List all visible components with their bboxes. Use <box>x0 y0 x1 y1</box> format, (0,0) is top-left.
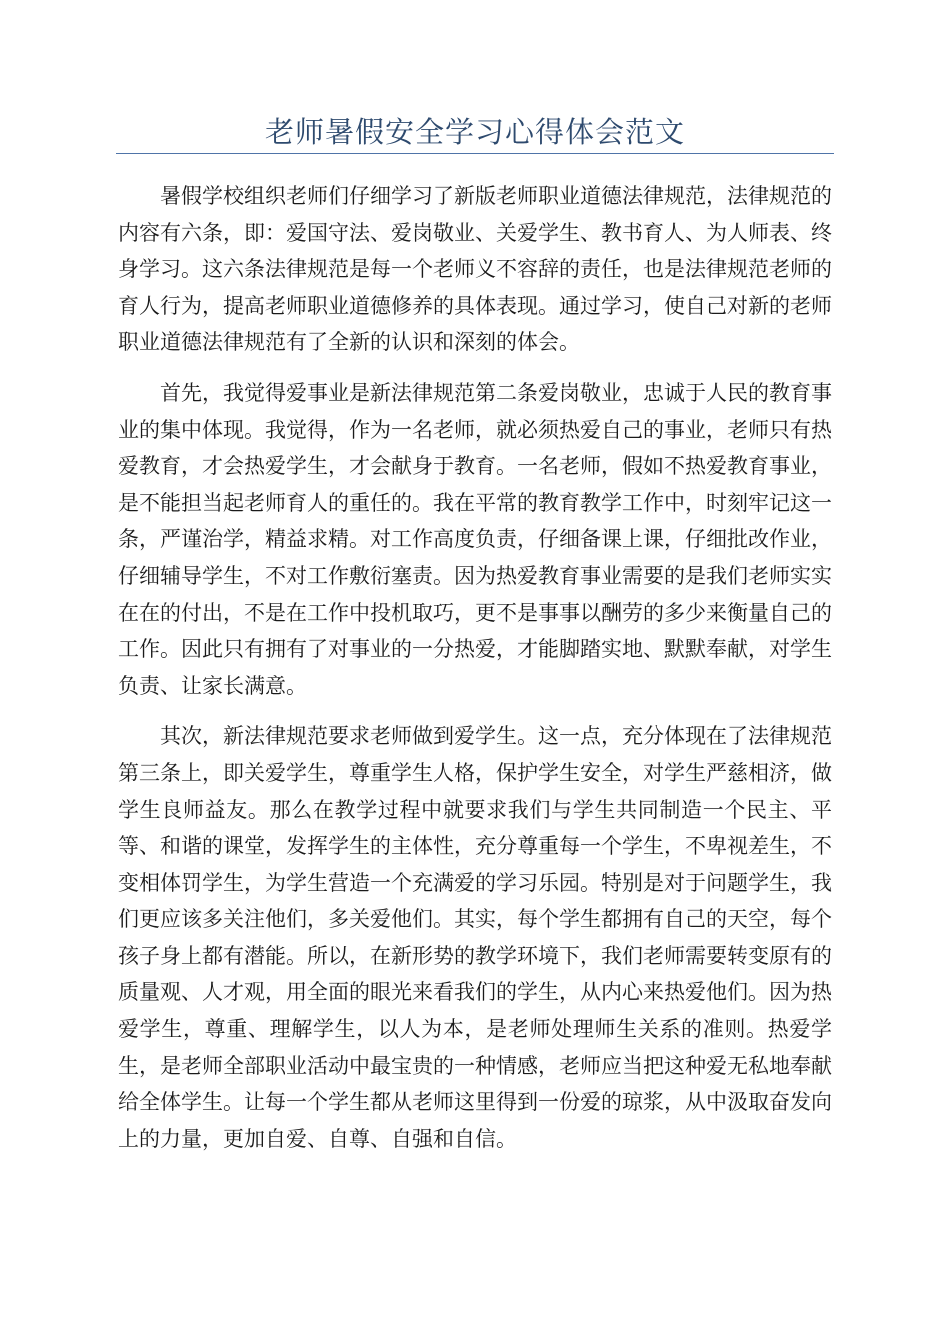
paragraph-3: 其次，新法律规范要求老师做到爱学生。这一点，充分体现在了法律规范第三条上，即关爱学生，尊重学生人格，保护学生安全，对学生严慈相济，做学生良师益友。那么在教学过程中就要求我们与学生共同制造一个民主、平等、和谐的课堂，发挥学生的主体性，充分尊重每一个学生，不卑视差生，不变相体罚学生，为学生营造一个充满爱的学习乐园。特别是对于问题学生，我们更应该多关注他们，多关爱他们。其实，每个学生都拥有自己的天空，每个孩子身上都有潜能。所以，在新形势的教学环境下，我们老师需要转变原有的质量观、人才观，用全面的眼光来看我们的学生，从内心来热爱他们。因为热爱学生，尊重、理解学生，以人为本，是老师处理师生关系的准则。热爱学生，是老师全部职业活动中最宝贵的一种情感，老师应当把这种爱无私地奉献给全体学生。让每一个学生都从老师这里得到一份爱的琼浆，从中汲取奋发向上的力量，更加自爱、自尊、自强和自信。 <box>118 724 832 1151</box>
document-title: 老师暑假安全学习心得体会范文 <box>264 115 685 149</box>
title-underline <box>116 153 834 154</box>
document-body <box>118 178 832 1171</box>
paragraph-2: 首先，我觉得爱事业是新法律规范第二条爱岗敬业，忠诚于人民的教育事业的集中体现。我觉得，作为一名老师，就必须热爱自己的事业，老师只有热爱教育，才会热爱学生，才会献身于教育。一名老师，假如不热爱教育事业，是不能担当起老师育人的重任的。我在平常的教育教学工作中，时刻牢记这一条，严谨治学，精益求精。对工作高度负责，仔细备课上课，仔细批改作业，仔细辅导学生，不对工作敷衍塞责。因为热爱教育事业需要的是我们老师实实在在的付出，不是在工作中投机取巧，更不是事事以酬劳的多少来衡量自己的工作。因此只有拥有了对事业的一分热爱，才能脚踏实地、默默奉献，对学生负责、让家长满意。 <box>118 380 832 698</box>
paragraph-1: 暑假学校组织老师们仔细学习了新版老师职业道德法律规范，法律规范的内容有六条，即：爱国守法、爱岗敬业、关爱学生、教书育人、为人师表、终身学习。这六条法律规范是每一个老师义不容辞的责任，也是法律规范老师的育人行为，提高老师职业道德修养的具体表现。通过学习，使自己对新的老师职业道德法律规范有了全新的认识和深刻的体会。 <box>118 184 832 355</box>
